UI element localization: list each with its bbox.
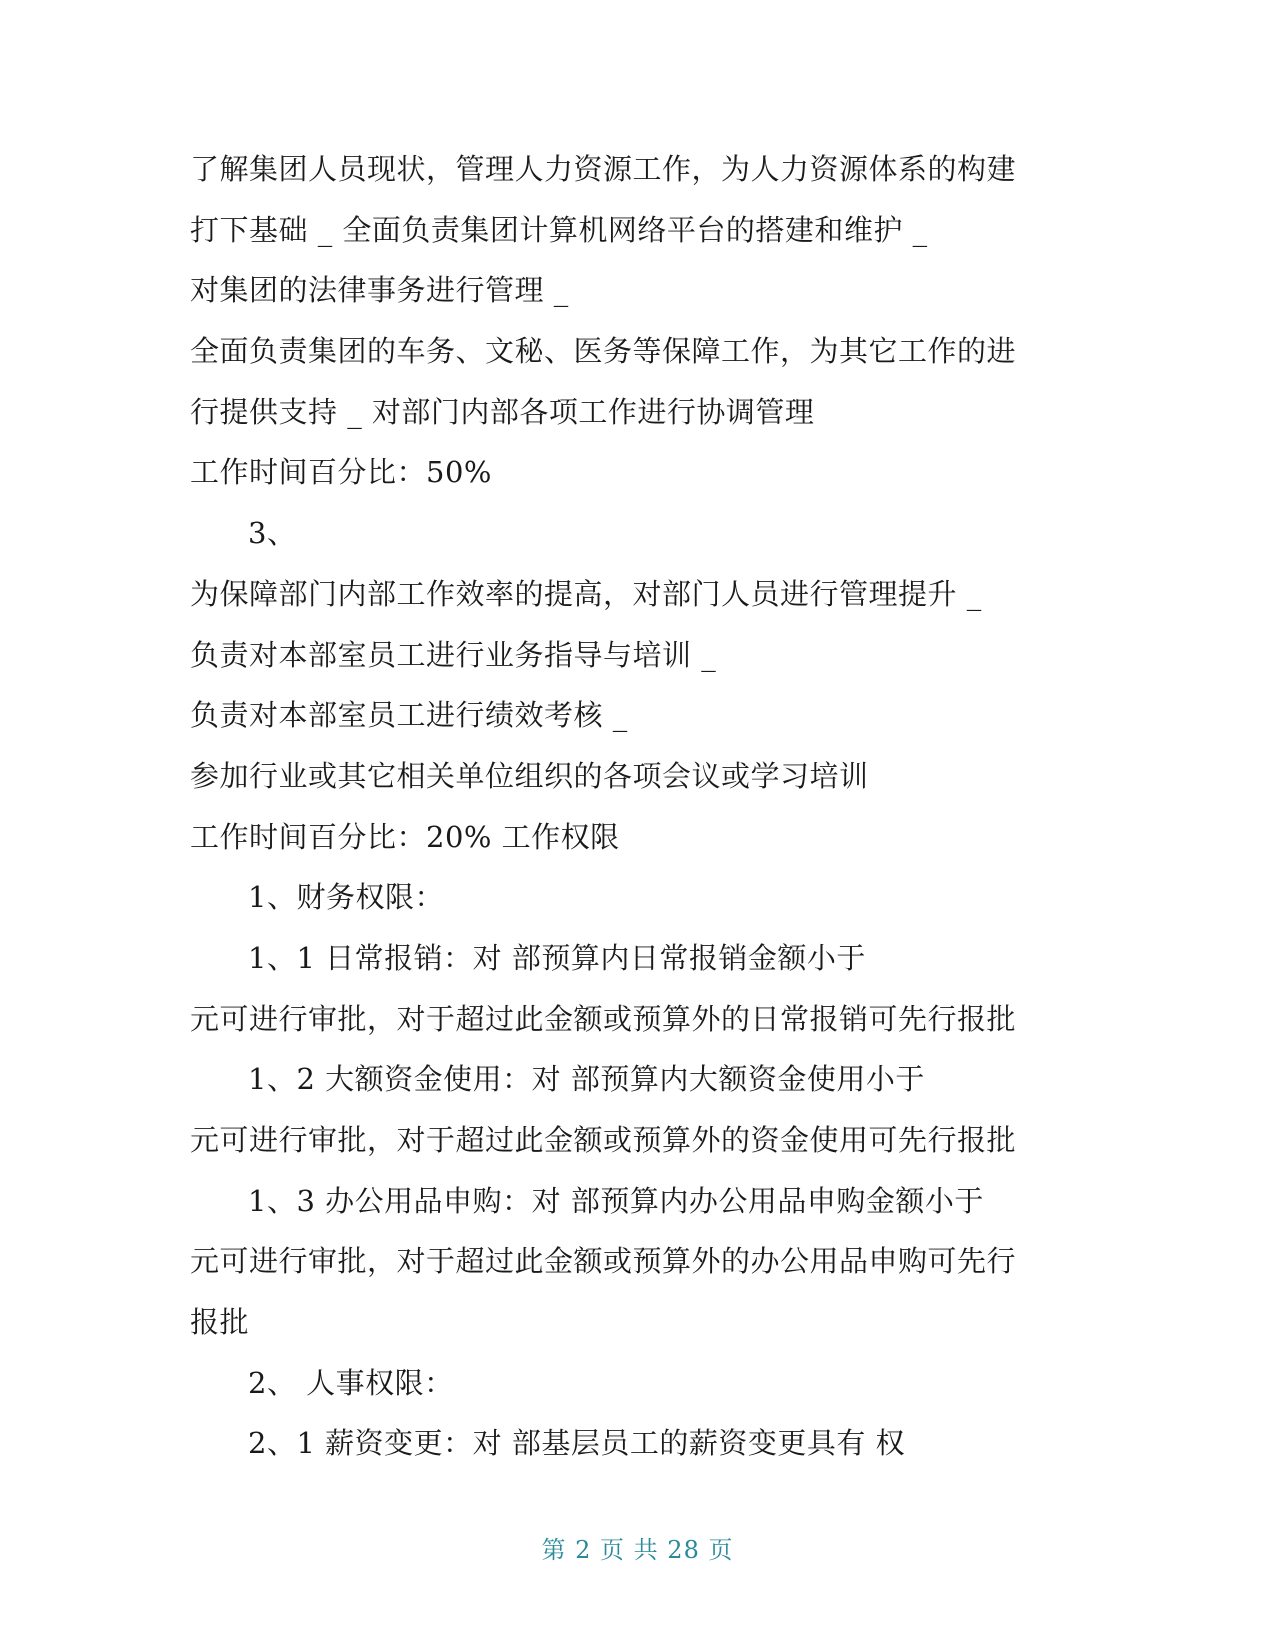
text-line: 打下基础 _ 全面负责集团计算机网络平台的搭建和维护 _ bbox=[190, 212, 928, 247]
text-line: 了解集团人员现状，管理人力资源工作，为人力资源体系的构建 bbox=[190, 152, 1017, 186]
section-number: 3、 bbox=[248, 516, 297, 551]
section-heading: 1、财务权限： bbox=[248, 880, 444, 915]
text-line: 工作时间百分比：20% 工作权限 bbox=[190, 819, 620, 854]
sub-item: 1、2 大额资金使用：对 部预算内大额资金使用小于 bbox=[248, 1062, 925, 1097]
sub-item: 1、1 日常报销：对 部预算内日常报销金额小于 bbox=[248, 940, 866, 975]
text-line: 全面负责集团的车务、文秘、医务等保障工作，为其它工作的进 bbox=[190, 334, 1017, 369]
sub-item: 2、1 薪资变更：对 部基层员工的薪资变更具有 权 bbox=[248, 1426, 906, 1461]
page-number: 第 2 页 共 28 页 bbox=[541, 1536, 734, 1564]
text-line: 负责对本部室员工进行业务指导与培训 _ bbox=[190, 637, 717, 672]
text-line: 元可进行审批，对于超过此金额或预算外的日常报销可先行报批 bbox=[190, 1001, 1017, 1036]
sub-item: 1、3 办公用品申购：对 部预算内办公用品申购金额小于 bbox=[248, 1183, 984, 1218]
document-body bbox=[190, 139, 1070, 1474]
text-line: 元可进行审批，对于超过此金额或预算外的资金使用可先行报批 bbox=[190, 1123, 1017, 1157]
text-line: 为保障部门内部工作效率的提高，对部门人员进行管理提升 _ bbox=[190, 576, 982, 611]
text-line: 工作时间百分比：50% bbox=[190, 455, 492, 490]
text-line: 负责对本部室员工进行绩效考核 _ bbox=[190, 698, 628, 733]
text-line: 对集团的法律事务进行管理 _ bbox=[190, 273, 569, 308]
text-line: 参加行业或其它相关单位组织的各项会议或学习培训 bbox=[190, 758, 869, 793]
section-heading: 2、 人事权限： bbox=[248, 1365, 454, 1400]
text-line: 元可进行审批，对于超过此金额或预算外的办公用品申购可先行 bbox=[190, 1244, 1017, 1279]
text-line: 报批 bbox=[190, 1305, 250, 1340]
text-line: 行提供支持 _ 对部门内部各项工作进行协调管理 bbox=[190, 394, 815, 429]
